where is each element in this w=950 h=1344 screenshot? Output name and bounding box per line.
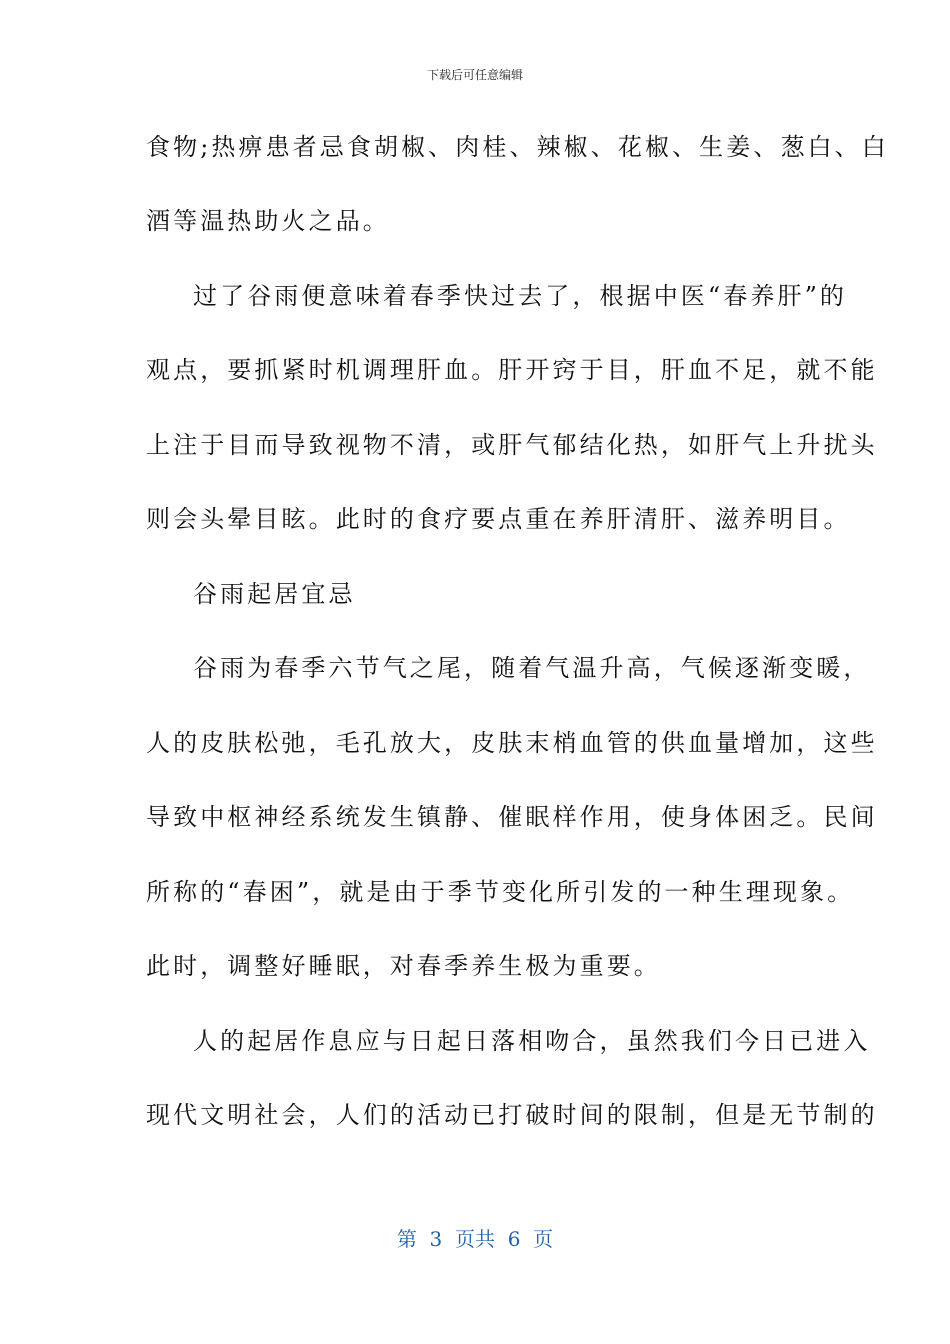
text-line: 上注于目而导致视物不清，或肝气郁结化热，如肝气上升扰头 bbox=[146, 431, 878, 459]
text-line: 所称的“春困”，就是由于季节变化所引发的一种生理现象。 bbox=[146, 878, 855, 906]
text-line: 酒等温热助火之品。 bbox=[146, 207, 390, 235]
text-line: 现代文明社会，人们的活动已打破时间的限制，但是无节制的 bbox=[146, 1101, 878, 1129]
text-line: 导致中枢神经系统发生镇静、催眠样作用，使身体困乏。民间 bbox=[146, 803, 878, 831]
section-heading: 谷雨起居宜忌 bbox=[193, 580, 356, 608]
text-line: 观点，要抓紧时机调理肝血。肝开窍于目，肝血不足，就不能 bbox=[146, 356, 878, 384]
text-line: 此时，调整好睡眠，对春季养生极为重要。 bbox=[146, 952, 661, 980]
paragraph-start-line: 人的起居作息应与日起日落相吻合，虽然我们今日已进入 bbox=[193, 1027, 871, 1055]
page-number-footer: 第 3 页共 6 页 bbox=[396, 1227, 554, 1251]
text-line: 则会头晕目眩。此时的食疗要点重在养肝清肝、滋养明目。 bbox=[146, 505, 851, 533]
page-header-note: 下载后可任意编辑 bbox=[426, 68, 523, 82]
text-line: 食物;热痹患者忌食胡椒、肉桂、辣椒、花椒、生姜、葱白、白 bbox=[146, 133, 889, 161]
paragraph-start-line: 谷雨为春季六节气之尾，随着气温升高，气候逐渐变暖， bbox=[193, 654, 871, 682]
text-line: 人的皮肤松弛，毛孔放大，皮肤末梢血管的供血量增加，这些 bbox=[146, 729, 878, 757]
paragraph-start-line: 过了谷雨便意味着春季快过去了，根据中医“春养肝”的 bbox=[193, 282, 848, 310]
